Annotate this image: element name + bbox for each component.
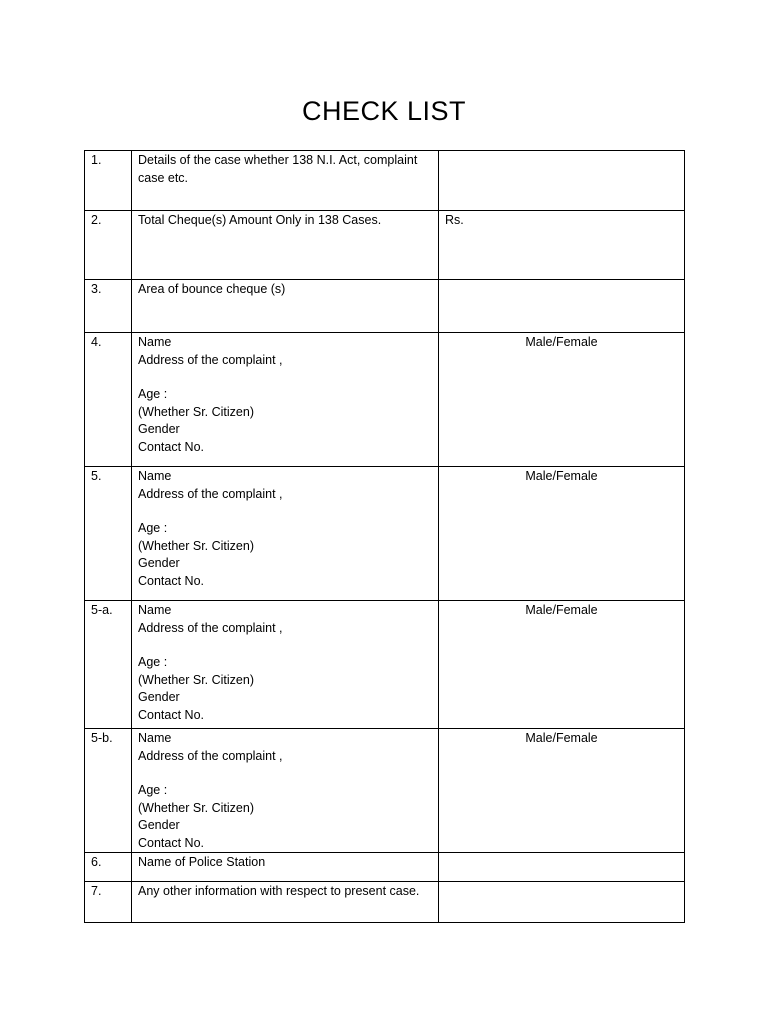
table-row bbox=[85, 211, 685, 280]
age-label: Age : bbox=[138, 387, 168, 401]
row-number: 5-b. bbox=[85, 729, 132, 853]
description-line: Total Cheque(s) Amount Only in 138 Cases. bbox=[138, 213, 382, 227]
gender-options[interactable]: Male/Female bbox=[439, 333, 685, 467]
row-value[interactable] bbox=[439, 151, 685, 211]
person-details bbox=[132, 333, 439, 467]
table-row bbox=[85, 333, 685, 467]
name-label: Name bbox=[138, 335, 172, 349]
senior-citizen-label: (Whether Sr. Citizen) bbox=[138, 800, 255, 815]
row-value[interactable]: Rs. bbox=[439, 211, 685, 280]
description-line: Area of bounce cheque (s) bbox=[138, 282, 286, 296]
table-row bbox=[85, 729, 685, 853]
contact-label: Contact No. bbox=[138, 835, 205, 850]
checklist-table bbox=[84, 150, 685, 923]
senior-citizen-label: (Whether Sr. Citizen) bbox=[138, 404, 255, 419]
gender-label: Gender bbox=[138, 422, 180, 436]
row-number: 5-a. bbox=[85, 601, 132, 729]
contact-label: Contact No. bbox=[138, 707, 205, 722]
row-number: 4. bbox=[85, 333, 132, 467]
row-value[interactable] bbox=[439, 853, 685, 882]
age-label: Age : bbox=[138, 783, 168, 797]
table-row bbox=[85, 853, 685, 882]
gender-options[interactable]: Male/Female bbox=[439, 601, 685, 729]
table-row bbox=[85, 467, 685, 601]
age-label: Age : bbox=[138, 655, 168, 669]
row-value[interactable] bbox=[439, 280, 685, 333]
description-line: Details of the case whether 138 N.I. Act, complaint bbox=[138, 153, 418, 167]
row-value[interactable] bbox=[439, 882, 685, 923]
gender-label: Gender bbox=[138, 556, 180, 570]
row-number: 7. bbox=[85, 882, 132, 923]
row-number: 6. bbox=[85, 853, 132, 882]
row-number: 5. bbox=[85, 467, 132, 601]
description-line: Name of Police Station bbox=[138, 855, 266, 869]
row-description bbox=[132, 882, 439, 923]
table-row bbox=[85, 280, 685, 333]
table-row bbox=[85, 601, 685, 729]
person-details bbox=[132, 729, 439, 853]
name-label: Name bbox=[138, 731, 172, 745]
gender-label: Gender bbox=[138, 818, 180, 832]
gender-label: Gender bbox=[138, 690, 180, 704]
age-label: Age : bbox=[138, 521, 168, 535]
row-number: 1. bbox=[85, 151, 132, 211]
row-description bbox=[132, 853, 439, 882]
description-line: case etc. bbox=[138, 170, 189, 185]
table-row bbox=[85, 882, 685, 923]
address-label: Address of the complaint , bbox=[138, 486, 283, 501]
row-description bbox=[132, 211, 439, 280]
senior-citizen-label: (Whether Sr. Citizen) bbox=[138, 538, 255, 553]
senior-citizen-label: (Whether Sr. Citizen) bbox=[138, 672, 255, 687]
description-line: Any other information with respect to present case. bbox=[138, 884, 420, 898]
row-number: 2. bbox=[85, 211, 132, 280]
gender-options[interactable]: Male/Female bbox=[439, 467, 685, 601]
person-details bbox=[132, 601, 439, 729]
person-details bbox=[132, 467, 439, 601]
address-label: Address of the complaint , bbox=[138, 620, 283, 635]
table-row bbox=[85, 151, 685, 211]
gender-options[interactable]: Male/Female bbox=[439, 729, 685, 853]
page-title: CHECK LIST bbox=[301, 96, 467, 126]
address-label: Address of the complaint , bbox=[138, 748, 283, 763]
contact-label: Contact No. bbox=[138, 439, 205, 454]
address-label: Address of the complaint , bbox=[138, 352, 283, 367]
contact-label: Contact No. bbox=[138, 573, 205, 588]
name-label: Name bbox=[138, 469, 172, 483]
row-number: 3. bbox=[85, 280, 132, 333]
row-description bbox=[132, 151, 439, 211]
name-label: Name bbox=[138, 603, 172, 617]
row-description bbox=[132, 280, 439, 333]
